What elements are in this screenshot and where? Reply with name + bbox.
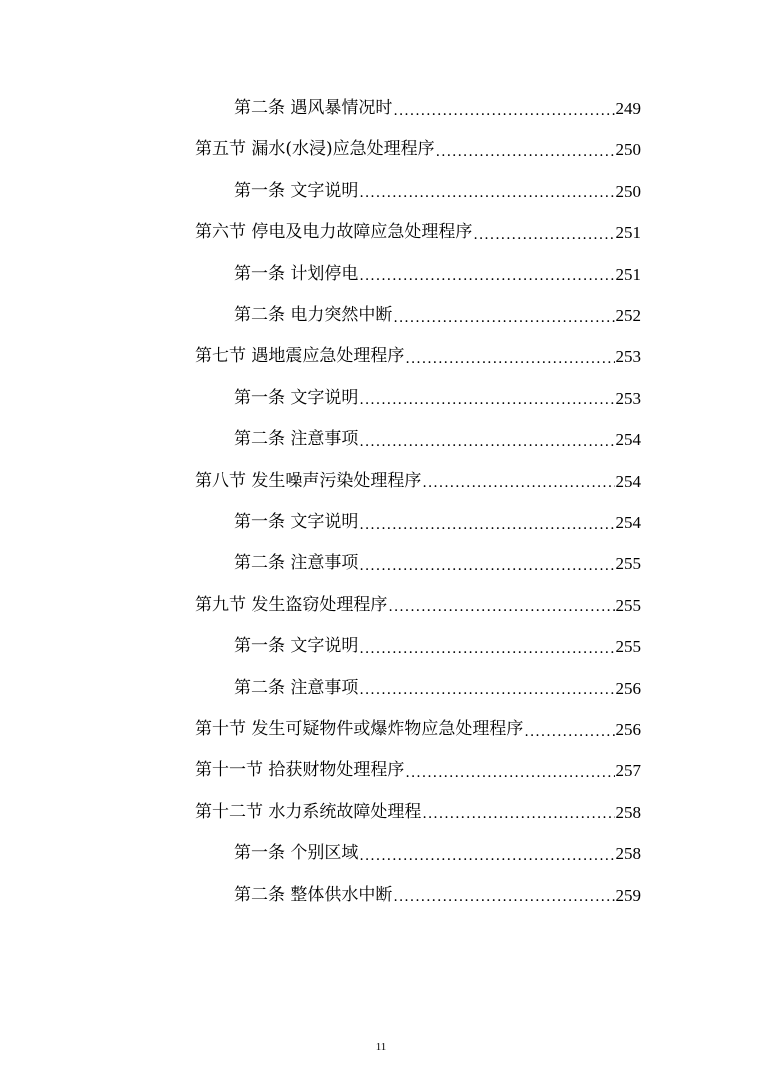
toc-dot-leader bbox=[359, 849, 614, 863]
toc-entry-page: 255 bbox=[615, 637, 641, 657]
toc-entry-page: 254 bbox=[615, 430, 641, 450]
toc-entry-page: 256 bbox=[615, 720, 641, 739]
toc-entry-page: 253 bbox=[615, 388, 641, 408]
toc-entry[interactable] bbox=[234, 254, 641, 295]
toc-entry[interactable] bbox=[234, 543, 641, 584]
toc-dot-leader bbox=[359, 269, 614, 283]
toc-entry-page: 255 bbox=[615, 595, 641, 615]
toc-entry[interactable] bbox=[234, 88, 641, 129]
toc-entry-title: 第五节 漏水(水浸)应急处理程序 bbox=[195, 139, 435, 160]
toc-dot-leader bbox=[524, 725, 614, 739]
toc-entry-title: 第六节 停电及电力故障应急处理程序 bbox=[195, 222, 473, 243]
toc-dot-leader bbox=[359, 393, 614, 407]
toc-entry-title: 第二条 注意事项 bbox=[234, 429, 359, 450]
toc-entry[interactable] bbox=[234, 626, 641, 667]
toc-entry-title: 第十一节 拾获财物处理程序 bbox=[195, 760, 405, 781]
toc-dot-leader bbox=[473, 228, 614, 242]
toc-entry-page: 250 bbox=[615, 181, 641, 201]
toc-dot-leader bbox=[422, 476, 614, 490]
toc-entry[interactable] bbox=[234, 502, 641, 543]
toc-entry-title: 第二条 电力突然中断 bbox=[234, 305, 393, 325]
toc-entry[interactable] bbox=[234, 378, 641, 419]
toc-entry-page: 254 bbox=[615, 471, 641, 491]
toc-entry[interactable] bbox=[195, 750, 641, 791]
toc-entry-title: 第二条 整体供水中断 bbox=[234, 884, 393, 905]
toc-entry-page: 251 bbox=[615, 264, 641, 284]
toc-dot-leader bbox=[405, 352, 614, 366]
toc-dot-leader bbox=[393, 890, 614, 904]
toc-dot-leader bbox=[359, 683, 614, 697]
toc-dot-leader bbox=[359, 435, 614, 449]
toc-entry[interactable] bbox=[195, 336, 641, 377]
toc-dot-leader bbox=[393, 311, 614, 325]
toc-dot-leader bbox=[359, 186, 614, 200]
toc-entry-page: 259 bbox=[615, 885, 641, 905]
toc-dot-leader bbox=[436, 145, 615, 159]
toc-entry-page: 251 bbox=[615, 223, 641, 243]
toc-dot-leader bbox=[359, 518, 614, 532]
toc-entry-title: 第七节 遇地震应急处理程序 bbox=[195, 346, 405, 367]
toc-entry-title: 第十二节 水力系统故障处理程 bbox=[195, 801, 422, 822]
toc-entry[interactable] bbox=[234, 833, 641, 874]
toc-entry-title: 第一条 文字说明 bbox=[234, 636, 359, 657]
toc-entry-title: 第二条 注意事项 bbox=[234, 677, 359, 698]
toc-entry-title: 第一条 个别区域 bbox=[234, 843, 359, 864]
toc-entry[interactable] bbox=[234, 668, 641, 709]
toc-entry[interactable] bbox=[195, 212, 641, 253]
toc-dot-leader bbox=[405, 766, 614, 780]
toc-entry-title: 第二条 遇风暴情况时 bbox=[234, 98, 393, 118]
toc-dot-leader bbox=[388, 600, 614, 614]
toc-entry-title: 第一条 文字说明 bbox=[234, 180, 359, 201]
toc-entry[interactable] bbox=[195, 129, 641, 170]
page-number: 11 bbox=[375, 1041, 387, 1053]
toc-entry-title: 第一条 计划停电 bbox=[234, 263, 359, 284]
toc-entry[interactable] bbox=[234, 295, 641, 336]
toc-entry-page: 257 bbox=[615, 761, 641, 781]
toc-entry[interactable] bbox=[195, 792, 641, 833]
toc-entry-page: 253 bbox=[615, 347, 641, 367]
toc-dot-leader bbox=[359, 642, 614, 656]
toc-entry-title: 第九节 发生盗窃处理程序 bbox=[195, 594, 388, 615]
toc-entry-page: 250 bbox=[615, 140, 641, 160]
toc-entry[interactable] bbox=[195, 585, 641, 626]
toc-dot-leader bbox=[422, 807, 614, 821]
toc-entry[interactable] bbox=[234, 875, 641, 916]
toc-dot-leader bbox=[393, 104, 614, 118]
toc-entry[interactable] bbox=[234, 171, 641, 212]
toc-entry-page: 255 bbox=[615, 554, 641, 574]
toc-entry-page: 252 bbox=[615, 306, 641, 325]
toc-entry-title: 第八节 发生噪声污染处理程序 bbox=[195, 470, 422, 491]
toc-entry-title: 第一条 文字说明 bbox=[234, 387, 359, 408]
toc-entry-title: 第二条 注意事项 bbox=[234, 553, 359, 574]
toc-entry-page: 258 bbox=[615, 802, 641, 822]
toc-entry-title: 第一条 文字说明 bbox=[234, 512, 359, 532]
toc-entry-page: 258 bbox=[615, 844, 641, 864]
toc-entry[interactable] bbox=[234, 419, 641, 460]
toc-entry[interactable] bbox=[195, 709, 641, 750]
toc-entry-title: 第十节 发生可疑物件或爆炸物应急处理程序 bbox=[195, 719, 524, 739]
toc-entry-page: 254 bbox=[615, 513, 641, 532]
toc-entry[interactable] bbox=[195, 461, 641, 502]
toc-dot-leader bbox=[359, 559, 614, 573]
toc-entry-page: 256 bbox=[615, 678, 641, 698]
toc-entry-page: 249 bbox=[615, 99, 641, 118]
